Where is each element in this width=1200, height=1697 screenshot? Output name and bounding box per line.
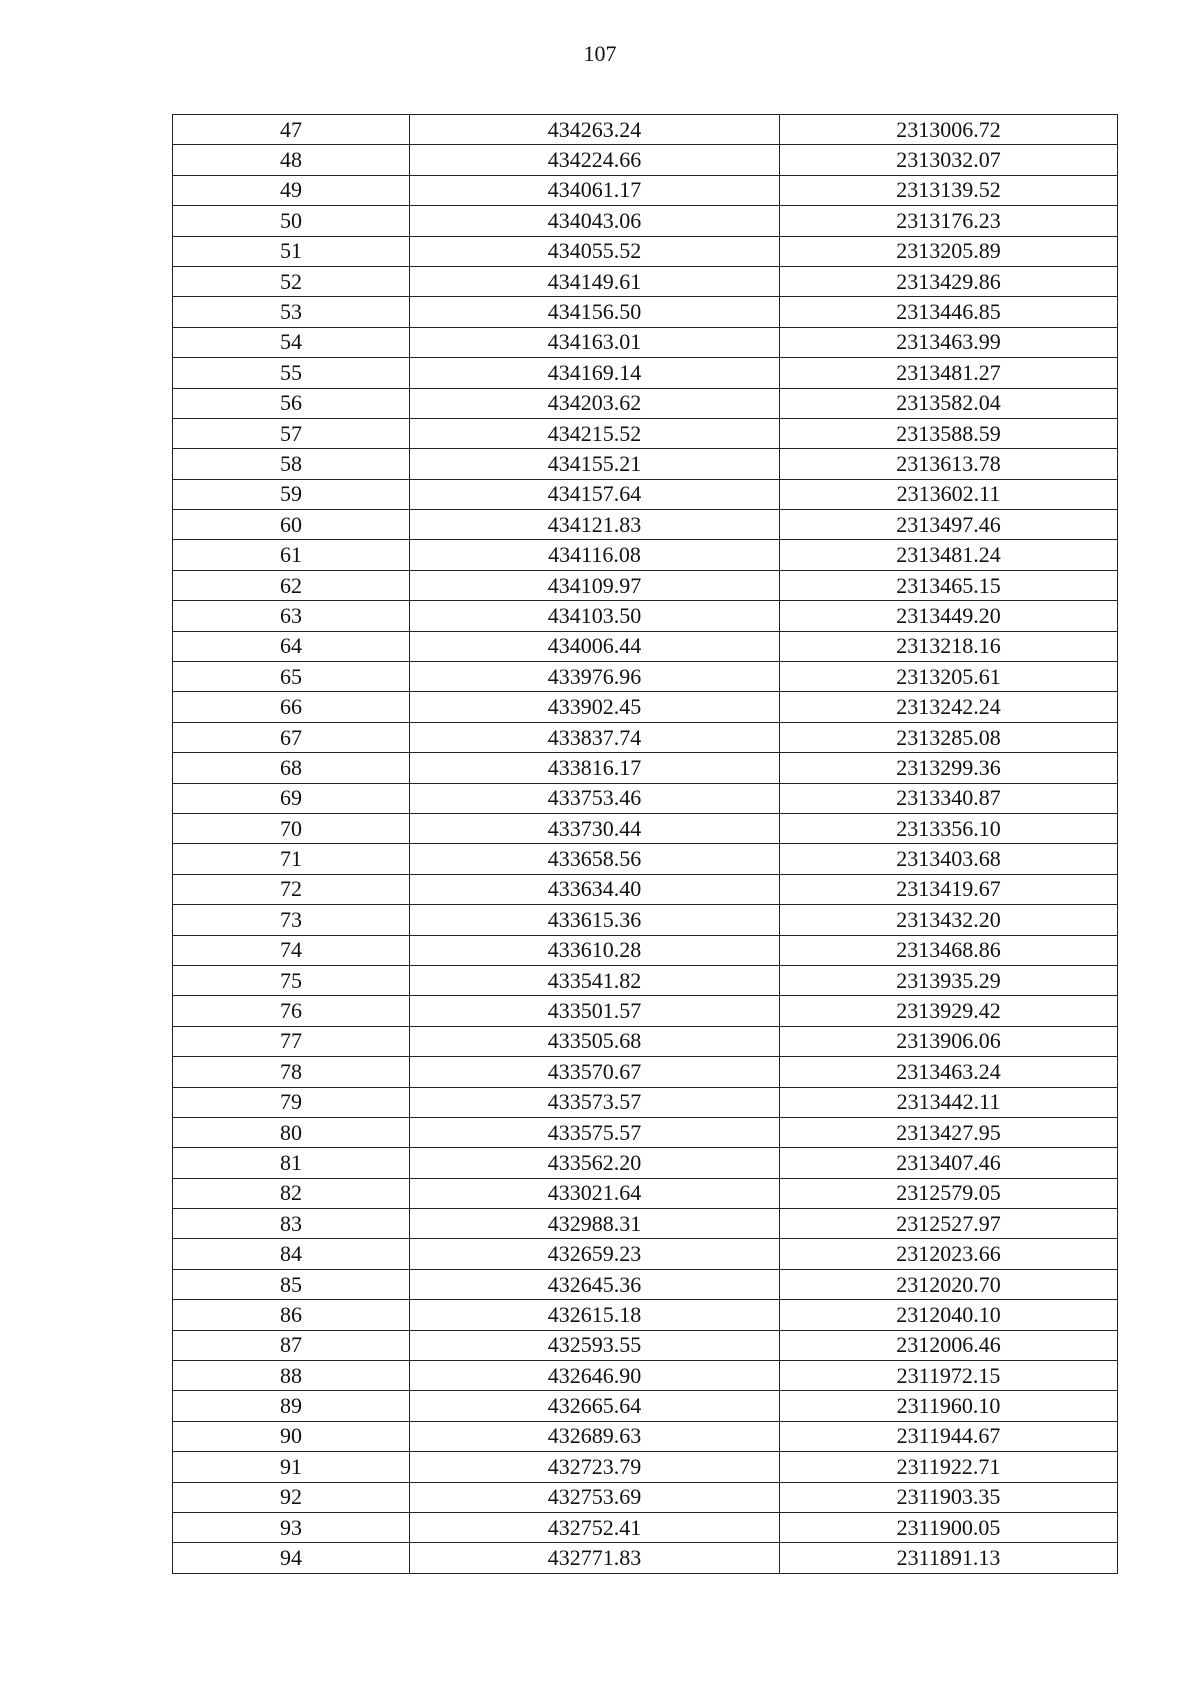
x-coordinate-cell: 432645.36 [410,1269,780,1299]
y-coordinate-cell: 2311922.71 [780,1452,1118,1482]
table-row [173,753,1118,783]
y-coordinate-cell: 2313139.52 [780,175,1118,205]
table-row [173,1239,1118,1269]
y-coordinate-cell: 2313906.06 [780,1026,1118,1056]
point-number-cell: 81 [173,1148,410,1178]
x-coordinate-cell: 434055.52 [410,236,780,266]
point-number-cell: 75 [173,965,410,995]
y-coordinate-cell: 2311891.13 [780,1543,1118,1573]
x-coordinate-cell: 433573.57 [410,1087,780,1117]
point-number-cell: 70 [173,813,410,843]
y-coordinate-cell: 2313468.86 [780,935,1118,965]
page-number: 107 [583,41,617,66]
y-coordinate-cell: 2312006.46 [780,1330,1118,1360]
x-coordinate-cell: 434263.24 [410,115,780,145]
y-coordinate-cell: 2313613.78 [780,449,1118,479]
x-coordinate-cell: 434043.06 [410,206,780,236]
x-coordinate-cell: 433658.56 [410,844,780,874]
table-row [173,175,1118,205]
x-coordinate-cell: 433610.28 [410,935,780,965]
x-coordinate-cell: 433902.45 [410,692,780,722]
x-coordinate-cell: 433837.74 [410,722,780,752]
y-coordinate-cell: 2313449.20 [780,601,1118,631]
table-row [173,297,1118,327]
table-row [173,965,1118,995]
y-coordinate-cell: 2313218.16 [780,631,1118,661]
x-coordinate-cell: 434224.66 [410,145,780,175]
x-coordinate-cell: 434215.52 [410,418,780,448]
x-coordinate-cell: 433021.64 [410,1178,780,1208]
table-row [173,1117,1118,1147]
y-coordinate-cell: 2313299.36 [780,753,1118,783]
point-number-cell: 72 [173,874,410,904]
y-coordinate-cell: 2313463.24 [780,1057,1118,1087]
y-coordinate-cell: 2313602.11 [780,479,1118,509]
point-number-cell: 92 [173,1482,410,1512]
y-coordinate-cell: 2313403.68 [780,844,1118,874]
point-number-cell: 54 [173,327,410,357]
table-row [173,236,1118,266]
point-number-cell: 82 [173,1178,410,1208]
x-coordinate-cell: 433976.96 [410,662,780,692]
y-coordinate-cell: 2313582.04 [780,388,1118,418]
table-row [173,115,1118,145]
coordinates-table [172,114,1118,1574]
table-row [173,479,1118,509]
point-number-cell: 77 [173,1026,410,1056]
table-row [173,1512,1118,1542]
point-number-cell: 76 [173,996,410,1026]
point-number-cell: 58 [173,449,410,479]
point-number-cell: 67 [173,722,410,752]
table-row [173,1178,1118,1208]
table-row [173,844,1118,874]
y-coordinate-cell: 2313442.11 [780,1087,1118,1117]
y-coordinate-cell: 2313006.72 [780,115,1118,145]
y-coordinate-cell: 2313032.07 [780,145,1118,175]
y-coordinate-cell: 2313588.59 [780,418,1118,448]
table-row [173,1269,1118,1299]
y-coordinate-cell: 2311972.15 [780,1361,1118,1391]
y-coordinate-cell: 2313242.24 [780,692,1118,722]
table-row [173,1391,1118,1421]
point-number-cell: 90 [173,1421,410,1451]
x-coordinate-cell: 434109.97 [410,570,780,600]
y-coordinate-cell: 2313356.10 [780,813,1118,843]
point-number-cell: 79 [173,1087,410,1117]
point-number-cell: 60 [173,510,410,540]
y-coordinate-cell: 2312023.66 [780,1239,1118,1269]
y-coordinate-cell: 2312527.97 [780,1209,1118,1239]
table-row [173,449,1118,479]
y-coordinate-cell: 2313929.42 [780,996,1118,1026]
x-coordinate-cell: 433816.17 [410,753,780,783]
point-number-cell: 71 [173,844,410,874]
table-row [173,1209,1118,1239]
x-coordinate-cell: 434061.17 [410,175,780,205]
table-row [173,1026,1118,1056]
y-coordinate-cell: 2312579.05 [780,1178,1118,1208]
x-coordinate-cell: 434156.50 [410,297,780,327]
point-number-cell: 73 [173,905,410,935]
table-row [173,1361,1118,1391]
y-coordinate-cell: 2313176.23 [780,206,1118,236]
table-row [173,1300,1118,1330]
x-coordinate-cell: 432615.18 [410,1300,780,1330]
y-coordinate-cell: 2311903.35 [780,1482,1118,1512]
point-number-cell: 85 [173,1269,410,1299]
y-coordinate-cell: 2311960.10 [780,1391,1118,1421]
x-coordinate-cell: 434169.14 [410,358,780,388]
point-number-cell: 48 [173,145,410,175]
table-row [173,935,1118,965]
table-row [173,206,1118,236]
point-number-cell: 50 [173,206,410,236]
x-coordinate-cell: 434006.44 [410,631,780,661]
x-coordinate-cell: 433575.57 [410,1117,780,1147]
table-row [173,874,1118,904]
y-coordinate-cell: 2313497.46 [780,510,1118,540]
point-number-cell: 80 [173,1117,410,1147]
point-number-cell: 65 [173,662,410,692]
table-row [173,662,1118,692]
table-row [173,1330,1118,1360]
table-row [173,692,1118,722]
y-coordinate-cell: 2313465.15 [780,570,1118,600]
x-coordinate-cell: 432723.79 [410,1452,780,1482]
y-coordinate-cell: 2313205.89 [780,236,1118,266]
y-coordinate-cell: 2313481.27 [780,358,1118,388]
table-row [173,813,1118,843]
point-number-cell: 66 [173,692,410,722]
coordinates-table-body [173,115,1118,1574]
table-row [173,1421,1118,1451]
y-coordinate-cell: 2313285.08 [780,722,1118,752]
point-number-cell: 64 [173,631,410,661]
y-coordinate-cell: 2312040.10 [780,1300,1118,1330]
point-number-cell: 47 [173,115,410,145]
table-row [173,1452,1118,1482]
point-number-cell: 59 [173,479,410,509]
y-coordinate-cell: 2312020.70 [780,1269,1118,1299]
x-coordinate-cell: 433570.67 [410,1057,780,1087]
point-number-cell: 86 [173,1300,410,1330]
x-coordinate-cell: 433505.68 [410,1026,780,1056]
x-coordinate-cell: 433730.44 [410,813,780,843]
x-coordinate-cell: 432593.55 [410,1330,780,1360]
point-number-cell: 94 [173,1543,410,1573]
x-coordinate-cell: 434157.64 [410,479,780,509]
y-coordinate-cell: 2313429.86 [780,266,1118,296]
point-number-cell: 62 [173,570,410,600]
point-number-cell: 83 [173,1209,410,1239]
y-coordinate-cell: 2313407.46 [780,1148,1118,1178]
point-number-cell: 53 [173,297,410,327]
point-number-cell: 49 [173,175,410,205]
y-coordinate-cell: 2313205.61 [780,662,1118,692]
point-number-cell: 51 [173,236,410,266]
x-coordinate-cell: 433615.36 [410,905,780,935]
table-row [173,601,1118,631]
table-row [173,1057,1118,1087]
y-coordinate-cell: 2313419.67 [780,874,1118,904]
point-number-cell: 91 [173,1452,410,1482]
point-number-cell: 57 [173,418,410,448]
x-coordinate-cell: 433562.20 [410,1148,780,1178]
point-number-cell: 87 [173,1330,410,1360]
y-coordinate-cell: 2313481.24 [780,540,1118,570]
table-row [173,996,1118,1026]
x-coordinate-cell: 432752.41 [410,1512,780,1542]
y-coordinate-cell: 2313427.95 [780,1117,1118,1147]
point-number-cell: 93 [173,1512,410,1542]
x-coordinate-cell: 432646.90 [410,1361,780,1391]
table-row [173,1087,1118,1117]
table-row [173,1543,1118,1573]
table-row [173,358,1118,388]
table-row [173,510,1118,540]
x-coordinate-cell: 432753.69 [410,1482,780,1512]
point-number-cell: 61 [173,540,410,570]
x-coordinate-cell: 434203.62 [410,388,780,418]
point-number-cell: 63 [173,601,410,631]
x-coordinate-cell: 434163.01 [410,327,780,357]
table-row [173,570,1118,600]
table-row [173,722,1118,752]
y-coordinate-cell: 2313340.87 [780,783,1118,813]
x-coordinate-cell: 434155.21 [410,449,780,479]
y-coordinate-cell: 2311900.05 [780,1512,1118,1542]
x-coordinate-cell: 432659.23 [410,1239,780,1269]
table-row [173,418,1118,448]
y-coordinate-cell: 2313446.85 [780,297,1118,327]
table-row [173,905,1118,935]
table-row [173,327,1118,357]
y-coordinate-cell: 2313935.29 [780,965,1118,995]
point-number-cell: 84 [173,1239,410,1269]
x-coordinate-cell: 433541.82 [410,965,780,995]
x-coordinate-cell: 434149.61 [410,266,780,296]
table-row [173,388,1118,418]
y-coordinate-cell: 2313432.20 [780,905,1118,935]
x-coordinate-cell: 432771.83 [410,1543,780,1573]
table-row [173,145,1118,175]
x-coordinate-cell: 434103.50 [410,601,780,631]
x-coordinate-cell: 432988.31 [410,1209,780,1239]
point-number-cell: 89 [173,1391,410,1421]
point-number-cell: 74 [173,935,410,965]
x-coordinate-cell: 433634.40 [410,874,780,904]
x-coordinate-cell: 432665.64 [410,1391,780,1421]
y-coordinate-cell: 2313463.99 [780,327,1118,357]
x-coordinate-cell: 433501.57 [410,996,780,1026]
table-row [173,266,1118,296]
table-row [173,1482,1118,1512]
table-row [173,1148,1118,1178]
point-number-cell: 55 [173,358,410,388]
point-number-cell: 88 [173,1361,410,1391]
point-number-cell: 56 [173,388,410,418]
point-number-cell: 69 [173,783,410,813]
point-number-cell: 78 [173,1057,410,1087]
table-row [173,631,1118,661]
table-row [173,540,1118,570]
y-coordinate-cell: 2311944.67 [780,1421,1118,1451]
x-coordinate-cell: 433753.46 [410,783,780,813]
point-number-cell: 52 [173,266,410,296]
x-coordinate-cell: 434121.83 [410,510,780,540]
x-coordinate-cell: 432689.63 [410,1421,780,1451]
point-number-cell: 68 [173,753,410,783]
x-coordinate-cell: 434116.08 [410,540,780,570]
table-row [173,783,1118,813]
